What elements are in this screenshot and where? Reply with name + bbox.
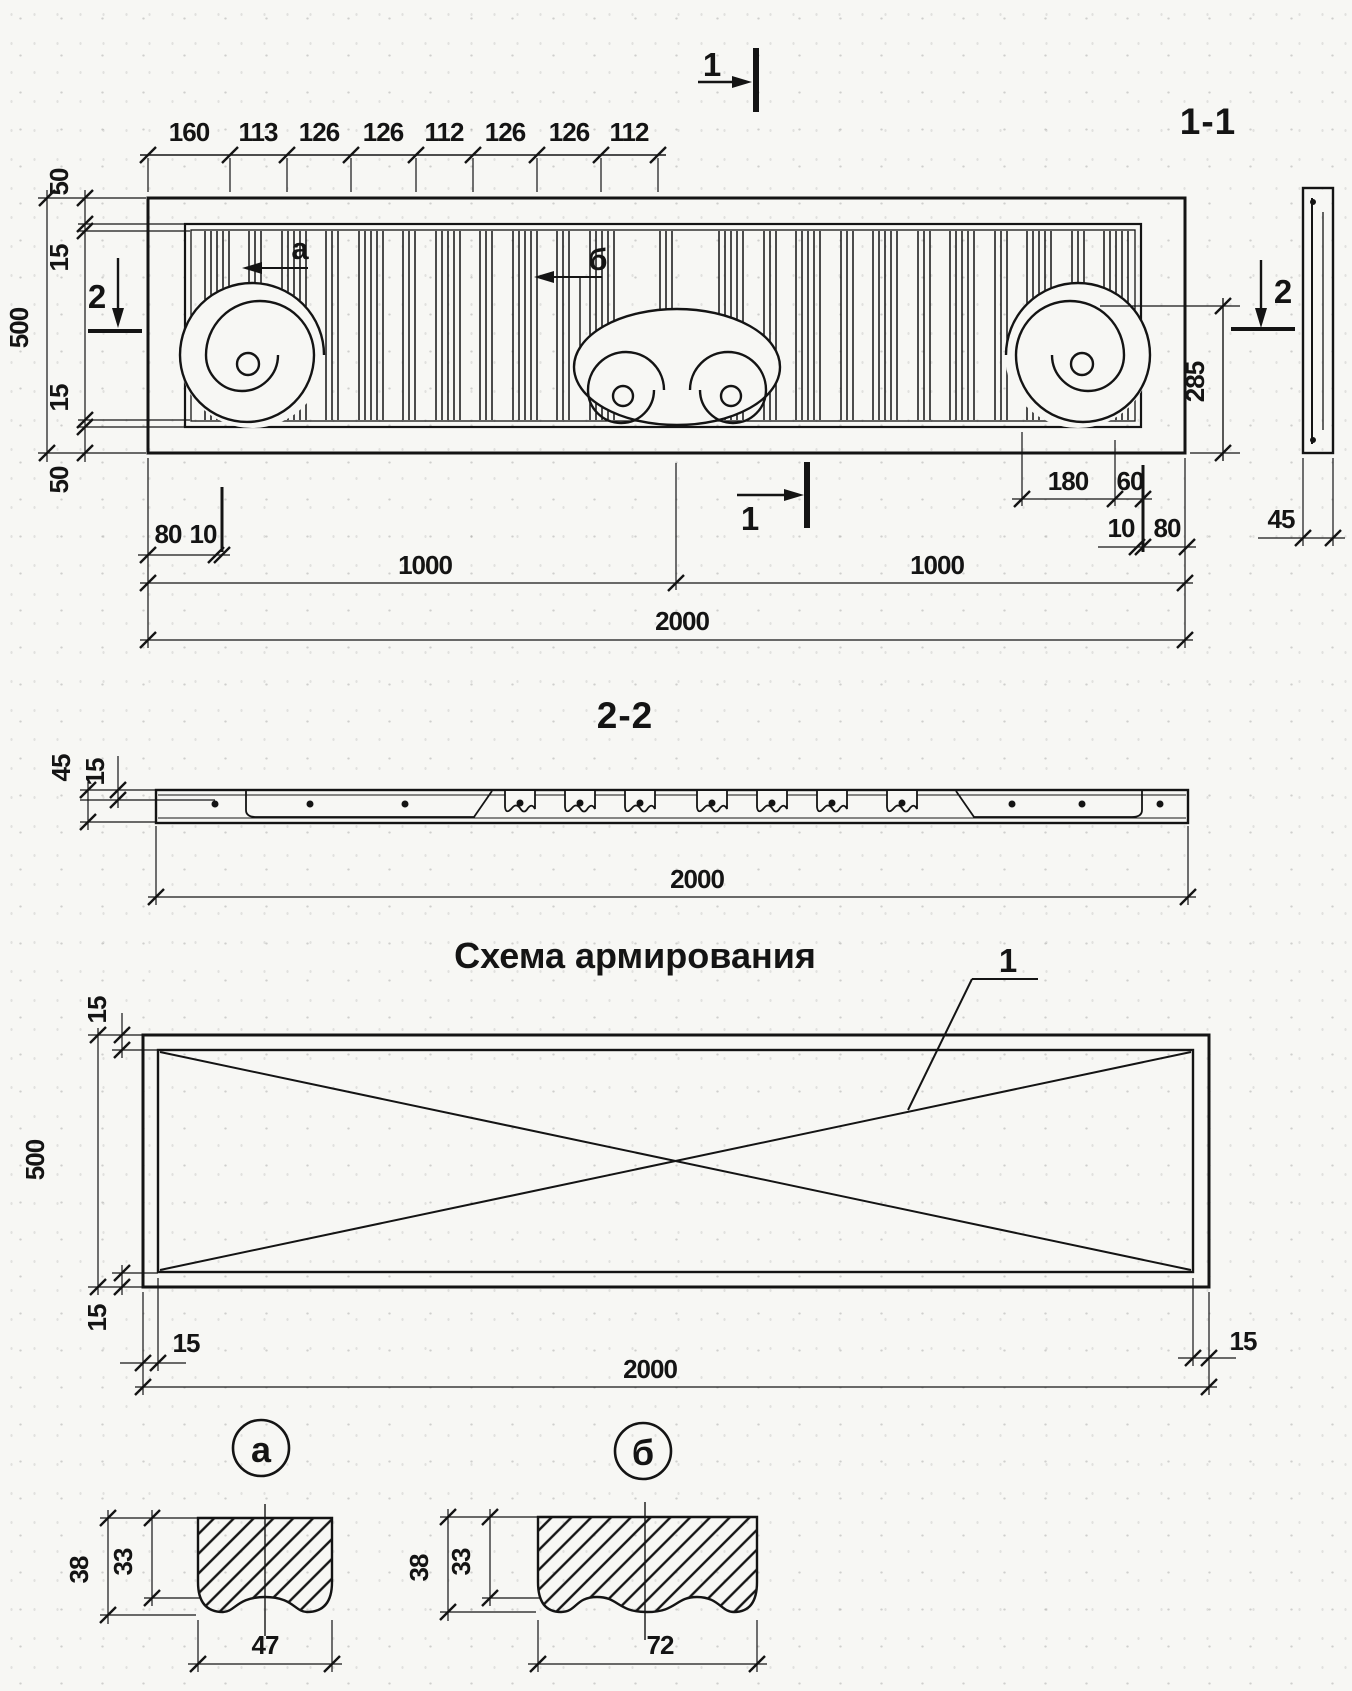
svg-text:126: 126: [298, 117, 340, 147]
detail-b: [404, 1423, 767, 1672]
scroll-ornament-center: [574, 309, 780, 425]
dim-10-right: 10: [1107, 513, 1135, 543]
svg-text:160: 160: [168, 117, 210, 147]
callout-b-label: б: [588, 242, 608, 277]
scheme-dim-15-right: 15: [1229, 1326, 1257, 1356]
section-marker-2-right: [1231, 260, 1295, 329]
dim-15-bottom: 15: [44, 384, 74, 412]
svg-text:126: 126: [484, 117, 526, 147]
scheme-dims: [88, 1013, 1236, 1395]
scheme-bar-mark: 1: [998, 942, 1018, 979]
dim-60: 60: [1116, 466, 1144, 496]
section-1-bottom-label: 1: [740, 500, 760, 537]
dim-15-top: 15: [44, 244, 74, 272]
dim-2000-section22: 2000: [670, 864, 724, 894]
svg-text:126: 126: [362, 117, 404, 147]
scheme-dim-15-bottom: 15: [82, 1304, 112, 1332]
detail-a: [64, 1420, 342, 1672]
section-marker-1-bottom: [737, 462, 807, 537]
detail-a-dim-47: 47: [251, 1630, 279, 1660]
detail-a-dim-38: 38: [64, 1556, 94, 1584]
dim-500: 500: [4, 307, 34, 349]
scroll-ornament-left: [179, 282, 325, 428]
section-2-2-dims: [80, 756, 1196, 905]
elevation-left-dims: [38, 190, 190, 462]
svg-text:112: 112: [609, 117, 649, 147]
dim-45-section11: 45: [1267, 504, 1295, 534]
dim-285: 285: [1180, 361, 1210, 403]
scheme-dim-15-left: 15: [172, 1328, 200, 1358]
dim-1000-right: 1000: [910, 550, 964, 580]
scheme-frame: [143, 1035, 1209, 1287]
callout-a-label: а: [291, 231, 309, 266]
dim-80-right: 80: [1153, 513, 1181, 543]
dim-50-bottom: 50: [44, 466, 74, 494]
elevation-top-dim-labels: [169, 117, 649, 147]
elevation-top-dim-chain: [140, 147, 666, 192]
detail-b-dim-38: 38: [404, 1554, 434, 1582]
detail-b-label: б: [631, 1432, 655, 1473]
scheme-dim-15-top: 15: [82, 996, 112, 1024]
scroll-ornament-right: [1005, 282, 1151, 428]
section-2-right-label: 2: [1273, 273, 1293, 310]
svg-text:126: 126: [548, 117, 590, 147]
svg-text:112: 112: [424, 117, 464, 147]
dim-2000-elevation: 2000: [655, 606, 709, 636]
scheme-bar-leader: [908, 942, 1038, 1110]
dim-50-top: 50: [44, 168, 74, 196]
section-1-label: 1: [702, 46, 722, 83]
dim-180: 180: [1047, 466, 1089, 496]
dim-80-left: 80: [154, 519, 182, 549]
section-1-1-view: [1258, 188, 1345, 546]
scheme-dim-2000: 2000: [623, 1354, 677, 1384]
svg-text:113: 113: [238, 117, 278, 147]
section-2-2-view: [156, 790, 1188, 823]
callout-a: [242, 231, 309, 274]
detail-b-dim-72: 72: [646, 1630, 674, 1660]
view-1-1-label: 1-1: [1179, 101, 1237, 142]
dim-1000-left: 1000: [398, 550, 452, 580]
dim-15-section22: 15: [80, 758, 110, 786]
section-2-left-label: 2: [87, 278, 107, 315]
scheme-dim-500: 500: [20, 1139, 50, 1181]
view-2-2-label: 2-2: [596, 695, 654, 736]
detail-b-dim-33: 33: [446, 1548, 476, 1576]
scheme-title: Схема армирования: [454, 935, 816, 976]
detail-a-dim-33: 33: [108, 1548, 138, 1576]
section-marker-1-top: [698, 46, 756, 112]
section-marker-2-left: [88, 258, 142, 331]
detail-a-label: а: [250, 1429, 272, 1470]
dim-10-left: 10: [189, 519, 217, 549]
dim-45-section22: 45: [46, 754, 76, 782]
